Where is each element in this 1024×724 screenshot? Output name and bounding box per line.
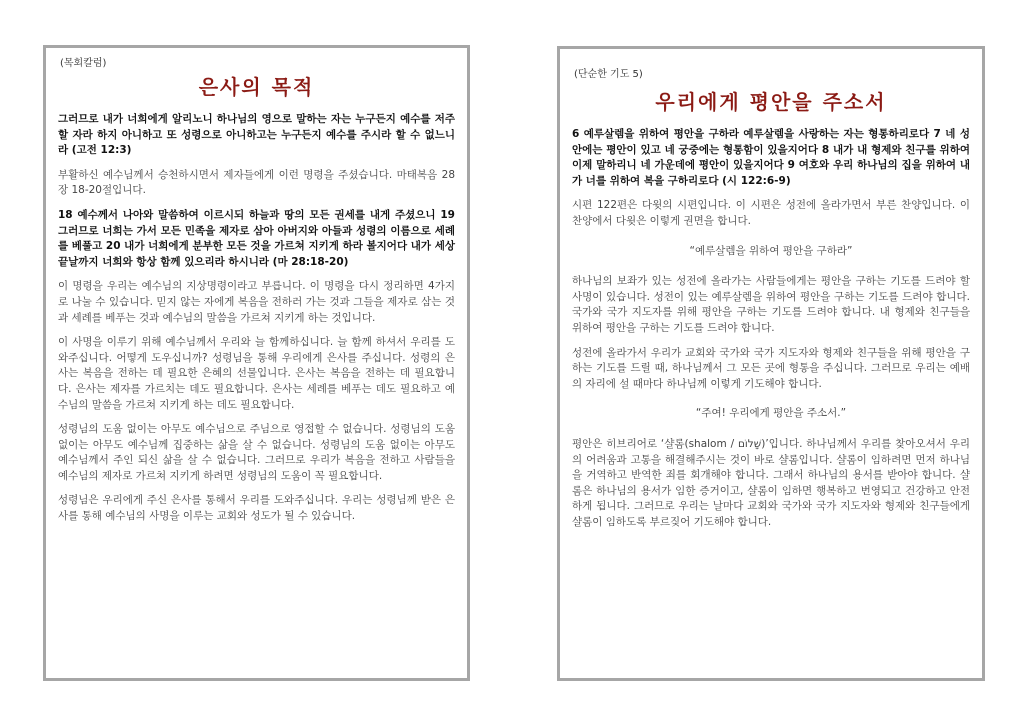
prayer-body [572,127,970,530]
body-paragraph: 하나님의 보좌가 있는 성전에 올라가는 사람들에게는 평안을 구하는 기도를 드려야 할 사명이 있습니다. 성전이 있는 예루살렘을 위하여 평안을 구하는 기도를 드려야 합니다. 국가와 국가 지도자를 위해 평안을 구하는 기도를 드려야 합니다. 내 형제와 친구들을 위하여 평안을 구하는 기도를 드려야 합니다. [572,275,970,334]
left-column-panel [43,45,470,681]
body-paragraph: 성령님의 도움 없이는 아무도 예수님으로 주님으로 영접할 수 없습니다. 성령님의 도움 없이는 아무도 예수님께 집중하는 삶을 살 수 없습니다. 성령님의 도움 없이는 아무도 예수님께서 주인 되신 삶을 살 수 없습니다. 그러므로 우리가 복음을 전하고 사람들을 예수님의 제자로 가르쳐 지키게 하려면 성령님의 도움이 꼭 필요합니다. [58,423,455,482]
scripture-paragraph: 6 예루살렘을 위하여 평안을 구하라 예루살렘을 사랑하는 자는 형통하리로다 7 네 성 안에는 평안이 있고 네 궁중에는 형통함이 있을지어다 8 내가 내 형제와 친구를 위하여 이제 말하리니 네 가운데에 평안이 있을지어다 9 여호와 우리 하나님의 집을 위하여 내가 너를 위하여 복을 구하리로다 (시 122:6-9) [572,128,970,187]
scripture-paragraph: 18 예수께서 나아와 말씀하여 이르시되 하늘과 땅의 모든 권세를 내게 주셨으니 19 그러므로 너희는 가서 모든 민족을 제자로 삼아 아버지와 아들과 성령의 이름으로 세례를 베풀고 20 내가 너희에게 분부한 모든 것을 가르쳐 지키게 하라 볼지어다 내가 세상 끝날까지 너희와 항상 함께 있으리라 하시니라 (마 28:18-20) [58,208,455,268]
body-paragraph: 평안은 히브리어로 ‘샬롬(shalom / שָׁלוֹם)’입니다. 하나님께서 우리를 찾아오셔서 우리의 어려움과 고통을 해결해주시는 것이 바로 샬롬입니다. 샬롬이 임하려면 먼저 하나님을 거역하고 반역한 죄를 회개해야 합니다. 그래서 하나님의 용서를 받아야 합니다. 샬롬은 하나님의 용서가 임한 증거이고, 샬롬이 임하면 행복하고 번영되고 건강하고 안전하게 됩니다. 그러므로 우리는 날마다 교회와 국가와 국가 지도자와 형제와 친구들에게 샬롬이 임하도록 부르짖어 기도해야 합니다. [572,437,970,528]
body-paragraph: 성령님은 우리에게 주신 은사를 통해서 우리를 도와주십니다. 우리는 성령님께 받은 은사를 통해 예수님의 사명을 이루는 교회와 성도가 될 수 있습니다. [58,494,455,523]
column-category-tag: (목회칼럼) [60,58,107,69]
quote-line: “예루살렘을 위하여 평안을 구하라” [689,244,853,257]
column-body [58,112,455,525]
scripture-paragraph: 그러므로 내가 너희에게 알리노니 하나님의 영으로 말하는 자는 누구든지 예수를 저주할 자라 하지 아니하고 또 성령으로 아니하고는 누구든지 예수를 주시라 할 수 없느니라 (고전 12:3) [58,113,455,157]
body-paragraph: 성전에 올라가서 우리가 교회와 국가와 국가 지도자와 형제와 친구들을 위해 평안을 구하는 기도를 드릴 때, 하나님께서 그 모든 곳에 형통을 주십니다. 그러므로 우리는 예배의 자리에 설 때마다 하나님께 이렇게 기도해야 합니다. [572,346,970,390]
body-paragraph: 이 명령을 우리는 예수님의 지상명령이라고 부릅니다. 이 명령을 다시 정리하면 4가지로 나눌 수 있습니다. 믿지 않는 자에게 복음을 전하러 가는 것과 그들을 제자로 삼는 것과 세례를 베푸는 것과 예수님의 말씀을 가르쳐 지키게 하는 것입니다. [58,280,455,324]
body-paragraph: 부활하신 예수님께서 승천하시면서 제자들에게 이런 명령을 주셨습니다. 마태복음 28장 18-20절입니다. [58,168,455,197]
prayer-series-tag: (단순한 기도 5) [574,69,643,80]
column-title: 은사의 목적 [198,75,315,99]
body-paragraph: 시편 122편은 다윗의 시편입니다. 이 시편은 성전에 올라가면서 부른 찬양입니다. 이 찬양에서 다윗은 이렇게 권면을 합니다. [572,199,970,227]
prayer-title: 우리에게 평안을 주소서 [655,90,887,114]
quote-line: “주여! 우리에게 평안을 주소서.” [695,407,847,420]
right-prayer-panel [557,46,985,681]
body-paragraph: 이 사명을 이루기 위해 예수님께서 우리와 늘 함께하십니다. 늘 함께 하셔서 우리를 도와주십니다. 어떻게 도우십니까? 성령님을 통해 우리에게 은사를 주십니다. 성령의 은사는 복음을 전하는 데 필요한 은혜의 선물입니다. 은사는 복음을 전하는 데 필요합니다. 은사는 제자를 가르치는 데도 필요합니다. 은사는 세례를 베푸는 데도 필요하고 예수님의 말씀을 가르쳐 지키게 하는 데도 필요합니다. [58,336,455,411]
